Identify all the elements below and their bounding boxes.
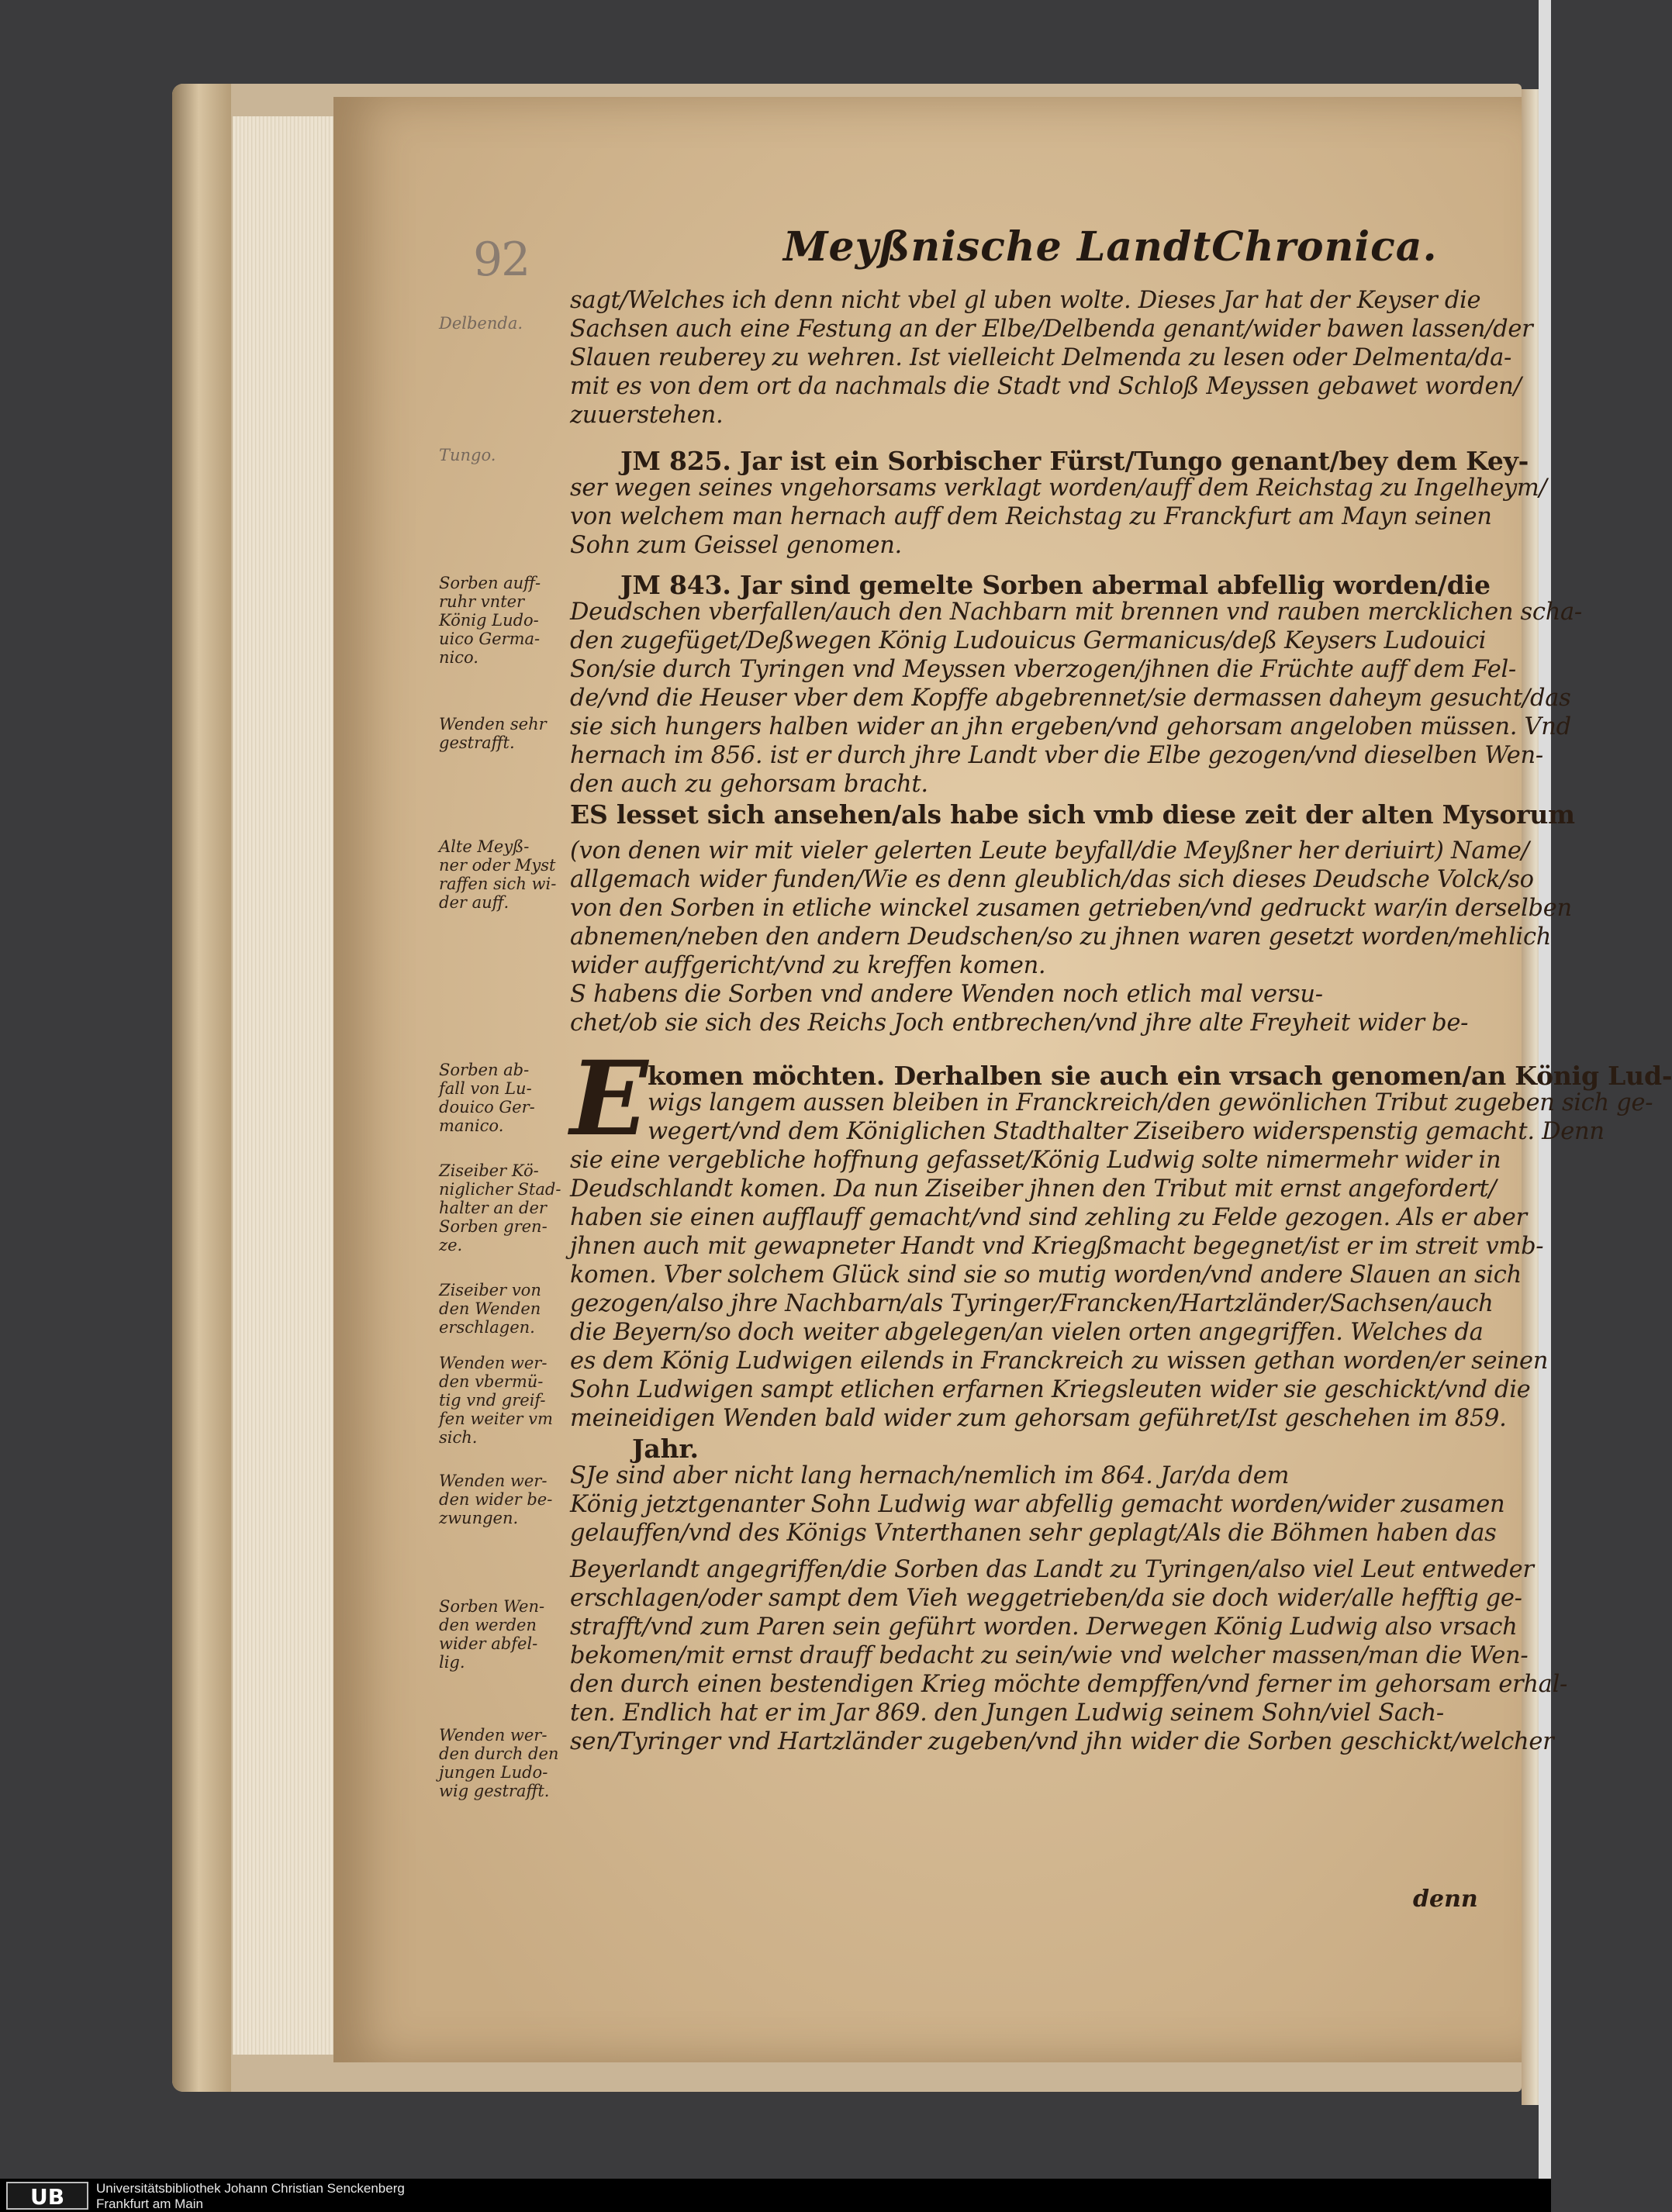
margin-note-line: Sorben auff- [439, 574, 541, 592]
margin-note-line: den durch den [439, 1744, 559, 1763]
body-line: ES lesset sich ansehen/als habe sich vmb diese zeit der alten Mysorum [570, 799, 1575, 830]
margin-note-line: fen weiter vm [439, 1410, 553, 1428]
body-line: wegert/vnd dem Königlichen Stadthalter Ziseibero widerspenstig gemacht. Denn [648, 1118, 1605, 1145]
margin-note-line: Sorben Wen- [439, 1597, 545, 1616]
margin-note [439, 1061, 535, 1135]
body-line: den durch einen bestendigen Krieg möchte dempffen/vnd ferner im gehorsam erhal- [570, 1671, 1568, 1698]
body-line: chet/ob sie sich des Reichs Joch entbrechen/vnd jhre alte Freyheit wider be- [570, 1009, 1469, 1037]
body-line: komen möchten. Derhalben sie auch ein vrsach genomen/an König Lud- [648, 1061, 1672, 1091]
body-line: die Beyern/so doch weiter abgelegen/an vielen orten angegriffen. Welches da [570, 1319, 1484, 1346]
margin-note [439, 314, 523, 333]
margin-note [439, 446, 496, 464]
body-line: Sohn zum Geissel genomen. [570, 532, 902, 559]
margin-note-line: Sorben gren- [439, 1217, 548, 1236]
body-line: strafft/vnd zum Paren sein geführt worden. Derwegen König Ludwig also vrsach [570, 1613, 1518, 1641]
library-logo[interactable]: UB [6, 2182, 88, 2210]
body-line: haben sie einen aufflauff gemacht/vnd sind zehling zu Felde gezogen. Als er aber [570, 1204, 1527, 1231]
margin-note-line: Wenden sehr [439, 715, 547, 733]
body-line: wigs langem aussen bleiben in Franckreich/den gewönlichen Tribut zugeben sich ge- [648, 1089, 1653, 1116]
body-line: Deudschlandt komen. Da nun Ziseiber jhnen den Tribut mit ernst angefordert/ [570, 1175, 1497, 1203]
margin-note-line: Delbenda. [439, 314, 523, 333]
body-line: de/vnd die Heuser vber dem Kopffe abgebrennet/sie dermassen daheym gesucht/das [570, 685, 1571, 712]
body-line: Deudschen vberfallen/auch den Nachbarn mit brennen vnd rauben mercklichen scha- [570, 599, 1582, 626]
margin-note-line: ze. [439, 1236, 463, 1254]
body-line: von welchem man hernach auff dem Reichstag zu Franckfurt am Mayn seinen [570, 503, 1492, 530]
body-line: allgemach wider funden/Wie es denn gleublich/das sich dieses Deudsche Volck/so [570, 866, 1534, 893]
body-line: sen/Tyringer vnd Hartzländer zugeben/vnd jhn wider die Sorben geschickt/welcher [570, 1728, 1554, 1755]
margin-note-line: wider abfel- [439, 1634, 538, 1653]
margin-note [439, 1161, 561, 1254]
body-line: meineidigen Wenden bald wider zum gehorsam geführet/Ist geschehen im 859. [570, 1405, 1507, 1432]
body-line: ten. Endlich hat er im Jar 869. den Jungen Ludwig seinem Sohn/viel Sach- [570, 1700, 1444, 1727]
margin-note [439, 1597, 544, 1672]
margin-note-line: Sorben ab- [439, 1061, 530, 1079]
body-line: SJe sind aber nicht lang hernach/nemlich im 864. Jar/da dem [570, 1462, 1290, 1489]
margin-note-line: Wenden wer- [439, 1472, 548, 1490]
body-line: hernach im 856. ist er durch jhre Landt vber die Elbe gezogen/vnd dieselben Wen- [570, 742, 1543, 769]
margin-note-line: lig. [439, 1653, 465, 1672]
margin-note-line: den vbermü- [439, 1372, 544, 1391]
library-name-line2: Frankfurt am Main [96, 2196, 203, 2211]
body-line: zuuerstehen. [570, 402, 724, 429]
margin-note-line: jungen Ludo- [439, 1763, 548, 1782]
margin-note-line: König Ludo- [439, 611, 539, 630]
margin-note-line: gestrafft. [439, 733, 515, 752]
body-line: sie sich hungers halben wider an jhn ergeben/vnd gehorsam angeloben müssen. Vnd [570, 713, 1571, 740]
margin-note-line: halter an der [439, 1199, 547, 1217]
library-name-line1: Universitätsbibliothek Johann Christian Senckenberg [96, 2181, 405, 2196]
margin-note-line: Ziseiber Kö- [439, 1161, 539, 1180]
margin-note-line: erschlagen. [439, 1318, 535, 1337]
margin-note-line: tig vnd greif- [439, 1391, 546, 1410]
body-line: S habens die Sorben vnd andere Wenden noch etlich mal versu- [570, 981, 1323, 1008]
body-line: sagt/Welches ich denn nicht vbel gl uben wolte. Dieses Jar hat der Keyser die [570, 287, 1481, 314]
margin-note-line: Alte Meyß- [439, 837, 530, 856]
book-spine [172, 84, 231, 2092]
body-line: JM 843. Jar sind gemelte Sorben abermal abfellig worden/die [620, 570, 1491, 600]
margin-note-line: zwungen. [439, 1509, 519, 1527]
body-line: Beyerlandt angegriffen/die Sorben das Landt zu Tyringen/also viel Leut entweder [570, 1556, 1534, 1583]
body-line: König jetztgenanter Sohn Ludwig war abfellig gemacht worden/wider zusamen [570, 1491, 1505, 1518]
body-line: ser wegen seines vngehorsams verklagt worden/auff dem Reichstag zu Ingelheym/ [570, 474, 1547, 502]
margin-note-line: niglicher Stad- [439, 1180, 561, 1199]
body-line: mit es von dem ort da nachmals die Stadt vnd Schloß Meyssen gebawet worden/ [570, 373, 1522, 400]
margin-note-line: uico Germa- [439, 630, 541, 648]
decorated-initial: E [570, 1039, 648, 1159]
body-line: sie eine vergebliche hoffnung gefasset/König Ludwig solte nimermehr wider in [570, 1147, 1501, 1174]
margin-note-line: ner oder Myst [439, 856, 556, 875]
body-line: Son/sie durch Tyringen vnd Meyssen vberzogen/jhnen die Früchte auff dem Fel- [570, 656, 1516, 683]
body-line: (von denen wir mit vieler gelerten Leute beyfall/die Meyßner her deriuirt) Name/ [570, 837, 1529, 864]
margin-note [439, 574, 541, 667]
body-line: jhnen auch mit gewapneter Handt vnd Kriegßmacht begegnet/ist er im streit vmb- [570, 1233, 1544, 1260]
body-line: Sohn Ludwigen sampt etlichen erfarnen Kriegsleuten wider sie geschickt/vnd die [570, 1376, 1531, 1403]
margin-note-line: der auff. [439, 893, 510, 912]
margin-note [439, 1726, 558, 1800]
running-head: Meyßnische LandtChronica. [783, 223, 1438, 271]
body-line: erschlagen/oder sampt dem Vieh weggetrieben/da sie doch wider/alle hefftig ge- [570, 1585, 1522, 1612]
margin-note-line: raffen sich wi- [439, 875, 557, 893]
margin-note-line: fall von Lu- [439, 1079, 532, 1098]
margin-note [439, 1354, 553, 1447]
margin-note-line: Ziseiber von [439, 1281, 541, 1299]
library-name[interactable] [96, 2181, 405, 2212]
body-line: komen. Vber solchem Glück sind sie so mutig worden/vnd andere Slauen an sich [570, 1261, 1522, 1289]
margin-note [439, 1472, 552, 1527]
margin-note-line: nico. [439, 648, 478, 667]
margin-note [439, 1281, 541, 1337]
catchword: denn [1413, 1886, 1478, 1913]
margin-note-line: manico. [439, 1116, 504, 1135]
margin-note-line: Wenden wer- [439, 1726, 548, 1744]
margin-note-line: den wider be- [439, 1490, 553, 1509]
body-line: JM 825. Jar ist ein Sorbischer Fürst/Tungo genant/bey dem Key- [620, 446, 1529, 476]
margin-note [439, 715, 547, 752]
body-line: Sachsen auch eine Festung an der Elbe/Delbenda genant/wider bawen lassen/der [570, 316, 1533, 343]
page-stack-edges [233, 116, 349, 2055]
margin-note-line: den werden [439, 1616, 537, 1634]
margin-note-line: wig gestrafft. [439, 1782, 550, 1800]
body-line: den auch zu gehorsam bracht. [570, 771, 928, 798]
body-line: gelauffen/vnd des Königs Vnterthanen sehr geplagt/Als die Böhmen haben das [570, 1520, 1497, 1547]
margin-note-line: Tungo. [439, 446, 496, 464]
body-line: Slauen reuberey zu wehren. Ist vielleicht Delmenda zu lesen oder Delmenta/da- [570, 344, 1512, 371]
margin-note-line: Wenden wer- [439, 1354, 548, 1372]
body-line: es dem König Ludwigen eilends in Franckreich zu wissen gethan worden/er seinen [570, 1348, 1549, 1375]
body-line: Jahr. [632, 1434, 699, 1464]
body-line: abnemen/neben den andern Deudschen/so zu jhnen waren gesetzt worden/mehlich [570, 923, 1552, 951]
margin-note [439, 837, 556, 912]
body-line: gezogen/also jhre Nachbarn/als Tyringer/Francken/Hartzländer/Sachsen/auch [570, 1290, 1494, 1317]
margin-note-line: sich. [439, 1428, 478, 1447]
body-line: bekomen/mit ernst drauff bedacht zu sein/wie vnd welcher massen/man die Wen- [570, 1642, 1529, 1669]
margin-note-line: douico Ger- [439, 1098, 535, 1116]
body-line: den zugefüget/Deßwegen König Ludouicus Germanicus/deß Keysers Ludouici [570, 627, 1487, 654]
page-number: 92 [473, 233, 530, 287]
margin-note-line: ruhr vnter [439, 592, 525, 611]
body-line: von den Sorben in etliche winckel zusamen getrieben/vnd gedruckt war/in derselben [570, 895, 1572, 922]
margin-note-line: den Wenden [439, 1299, 541, 1318]
body-line: wider auffgericht/vnd zu kreffen komen. [570, 952, 1046, 979]
